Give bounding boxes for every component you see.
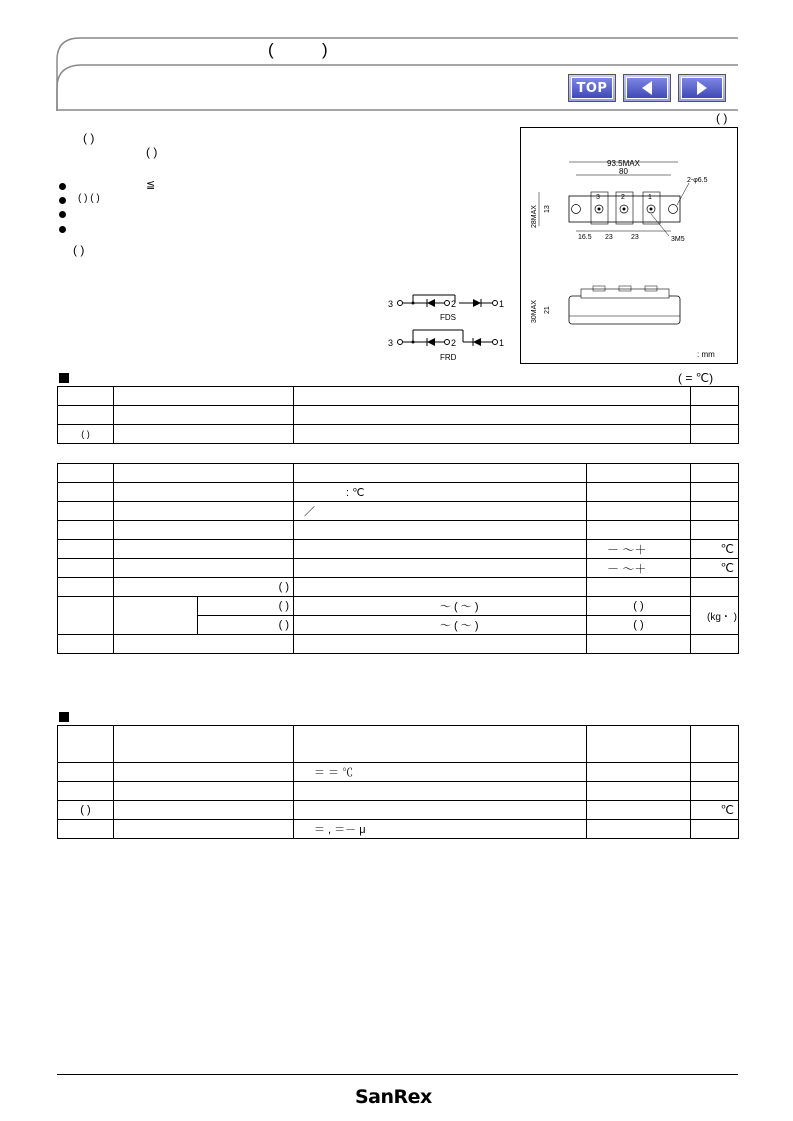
section-1-marker <box>59 373 69 383</box>
pin-3-label: 3 <box>388 299 394 309</box>
table-row: ／ <box>58 502 739 521</box>
dim-16-5: 16.5 <box>578 234 592 241</box>
feature-bullet <box>59 226 66 233</box>
dim-side-max: 30MAX <box>531 300 538 323</box>
table-row <box>58 635 739 654</box>
table-row: ( ) <box>58 425 739 444</box>
next-button[interactable] <box>678 74 726 102</box>
feature-2: ( ) ( ) <box>78 193 100 204</box>
table-row <box>58 406 739 425</box>
table-row: ＝ ＝ ℃ <box>58 763 739 782</box>
circuit-diagrams <box>385 290 515 365</box>
svg-text:2: 2 <box>621 194 625 201</box>
feature-1: ≦ <box>146 179 156 191</box>
footer-rule <box>57 1074 738 1075</box>
svg-text:3: 3 <box>596 194 600 201</box>
header-frame <box>0 0 793 112</box>
table-row: ( ) ～ ( ～ ) ( ) <box>58 616 739 635</box>
table-row <box>58 782 739 801</box>
table-row: ( ) ℃ <box>58 801 739 820</box>
feature-note: ( ) <box>73 243 85 257</box>
dim-pitch: 80 <box>619 167 628 176</box>
table-row: ( ) ～ ( ～ ) ( ) (kg・ ) <box>58 597 739 616</box>
svg-text:3: 3 <box>388 338 394 348</box>
title-paren-close: ) <box>322 40 328 59</box>
frd-label: FRD <box>440 353 457 362</box>
intro-line-1: ( ) <box>83 131 95 145</box>
dim-height-max: 28MAX <box>531 205 538 228</box>
max-ratings-table <box>57 386 739 444</box>
table-row: ＝ , ＝－ μ <box>58 820 739 839</box>
feature-bullet <box>59 183 66 190</box>
dim-13: 13 <box>544 205 551 213</box>
sanrex-logo: SanRex <box>355 1086 432 1108</box>
table-row <box>58 387 739 406</box>
dim-hole: 2-φ6.5 <box>687 177 708 184</box>
feature-bullet <box>59 211 66 218</box>
outline-drawing <box>520 127 738 364</box>
section-1-condition: ( = ℃) <box>678 371 714 385</box>
table-row <box>58 464 739 483</box>
dim-overall: 93.5MAX <box>607 159 640 168</box>
table-row: ( ) <box>58 578 739 597</box>
corner-note: ( ) <box>716 111 728 125</box>
dim-23b: 23 <box>631 234 639 241</box>
feature-bullet <box>59 197 66 204</box>
fds-label: FDS <box>440 313 456 322</box>
left-arrow-icon <box>642 81 652 95</box>
svg-text:1: 1 <box>499 338 505 348</box>
ratings-table-2 <box>57 463 739 654</box>
dim-screw: 3M5 <box>671 236 685 243</box>
table-row: : ℃ <box>58 483 739 502</box>
top-button-label: TOP <box>576 80 608 96</box>
prev-button[interactable] <box>623 74 671 102</box>
title-paren-open: ( <box>268 40 274 59</box>
right-arrow-icon <box>697 81 707 95</box>
pin-2-label: 2 <box>451 299 457 309</box>
table-row: － ～＋ ℃ <box>58 559 739 578</box>
unit-note: : mm <box>697 350 715 359</box>
svg-text:1: 1 <box>648 194 652 201</box>
electrical-characteristics-table <box>57 725 739 839</box>
intro-line-2: ( ) <box>146 145 158 159</box>
section-2-marker <box>59 712 69 722</box>
svg-text:2: 2 <box>451 338 457 348</box>
table-row <box>58 726 739 763</box>
table-row <box>58 521 739 540</box>
table-row: － ～＋ ℃ <box>58 540 739 559</box>
dim-23a: 23 <box>605 234 613 241</box>
dim-21: 21 <box>544 306 551 314</box>
pin-1-label: 1 <box>499 299 505 309</box>
top-button[interactable] <box>568 74 616 102</box>
